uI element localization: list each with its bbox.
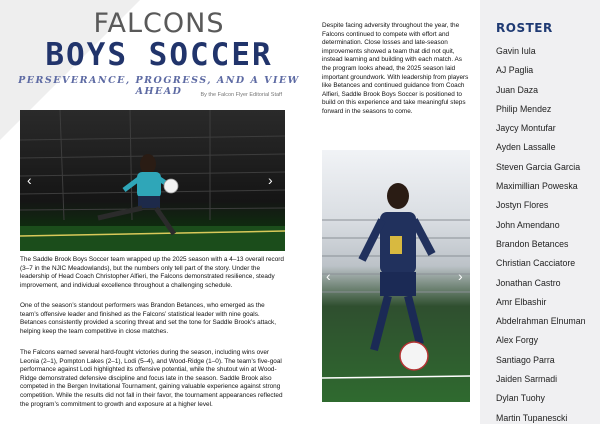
roster-sidebar [480, 0, 600, 424]
article-paragraph-3: The Falcons earned several hard-fought victories during the season, including wins over Leonia (2–1), Pompton Lakes (2–1), Lodi (5–4), and Wood-Ridge (1–0). The team’s five-goal performance against Lodi highlighted its offensive potential, while the shutout win at Wood-Ridge demonstrated defensive discipline and focus late in the season. Saddle Brook also competed in the Bergen Invitational Tournament, gaining valuable experience against strong competition. While the results did not fall in their favor, the tournament appearances reflected the program’s commitment to growth and exposure at a higher level. [20, 349, 283, 408]
roster-player: Gavin Iula [496, 46, 536, 56]
roster-player: Jaiden Sarmadi [496, 374, 558, 385]
roster-player: Jaycy Montufar [496, 123, 556, 134]
photo-goalkeeper-carousel [20, 110, 285, 251]
roster-player: Maximillian Poweska [496, 181, 578, 192]
next-photo-arrow[interactable]: › [268, 172, 273, 188]
roster-player: Steven Garcia Garcia [496, 161, 581, 172]
article-paragraph-1: The Saddle Brook Boys Soccer team wrapped up the 2025 season with a 4–13 overall record (3–7 in the NJIC Meadowlands), but the numbers only tell part of the story. Under the leadership of Head Coach Christopher Alfieri, the Falcons demonstrated resilience, steady improvement, and individual excellence throughout a challenging schedule. [20, 256, 284, 289]
roster-player: Brandon Betances [496, 238, 569, 249]
roster-list [496, 42, 586, 428]
player-illustration [322, 150, 470, 402]
roster-player: Philip Mendez [496, 103, 552, 114]
previous-photo-arrow[interactable]: ‹ [27, 172, 32, 188]
roster-player: Amr Elbashir [496, 296, 547, 307]
roster-player: Santiago Parra [496, 354, 555, 365]
roster-player: Jonathan Castro [496, 277, 561, 288]
photo-player-dribbling [322, 150, 470, 402]
roster-player: Juan Daza [496, 84, 539, 95]
previous-photo-arrow[interactable]: ‹ [326, 268, 331, 284]
roster-player: Dylan Tuohy [496, 393, 545, 404]
roster-player: Abdelrahman Elnuman [496, 316, 586, 327]
roster-player: Jostyn Flores [496, 200, 549, 211]
roster-player: Alex Forgy [496, 335, 539, 346]
article-paragraph-4: Despite facing adversity throughout the year, the Falcons continued to compete with effort and determination. Close losses and late-season improvements showed a team that did not quit, instead learning and building with each match. As the program looks ahead, the 2025 season laid important groundwork. With leadership from players like Betances and continued guidance from Coach Alfieri, Saddle Brook Boys Soccer is positioned to build on this experience and take meaningful steps forward in the seasons to come. [322, 22, 469, 115]
roster-heading: ROSTER [496, 21, 553, 35]
article-paragraph-2: One of the season’s standout performers was Brandon Betances, who emerged as the team’s offensive leader and finished as the Falcons’ statistical leader with nine goals. Betances consistently provided a scoring threat and set the tone for Saddle Brook’s attack, helping keep the team competitive in close matches. [20, 302, 277, 335]
headline-kicker: FALCONS [93, 8, 225, 39]
roster-player: Christian Cacciatore [496, 258, 576, 269]
byline: By the Falcon Flyer Editorial Staff [200, 92, 282, 98]
roster-player: John Amendano [496, 219, 560, 230]
goalkeeper-illustration [20, 110, 285, 251]
roster-player: Martin Tupanescki [496, 412, 568, 423]
subheadline: PERSEVERANCE, PROGRESS, AND A VIEW AHEAD [18, 75, 300, 97]
headline: BOYS SOCCER [45, 37, 273, 73]
roster-player: AJ Paglia [496, 65, 534, 76]
roster-player: Ayden Lassalle [496, 142, 556, 153]
next-photo-arrow[interactable]: › [458, 268, 463, 284]
